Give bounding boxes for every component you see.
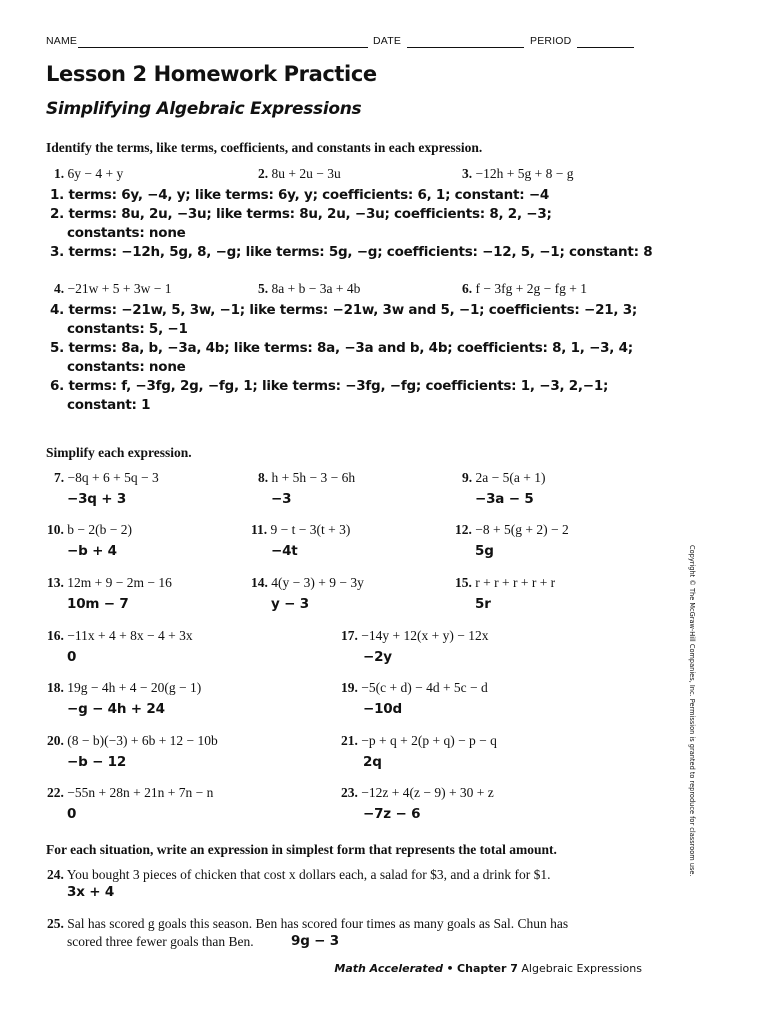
- name-blank[interactable]: [78, 47, 368, 48]
- answer-5-cont: constants: none: [67, 359, 186, 375]
- problem-17: 17. −14y + 12(x + y) − 12x: [341, 628, 489, 643]
- answer-12: 5g: [475, 543, 494, 559]
- instruction-simplify: Simplify each expression.: [46, 445, 192, 460]
- answer-20: −b − 12: [67, 754, 127, 770]
- problem-20: 20. (8 − b)(−3) + 6b + 12 − 10b: [47, 733, 218, 748]
- answer-2: 2. terms: 8u, 2u, −3u; like terms: 8u, 2u, −3u; coefficients: 8, 2, −3;: [50, 206, 552, 222]
- answer-21: 2q: [363, 754, 382, 770]
- answer-23: −7z − 6: [363, 806, 421, 822]
- date-blank[interactable]: [407, 47, 524, 48]
- problem-6: 6. f − 3fg + 2g − fg + 1: [462, 281, 587, 296]
- answer-17: −2y: [363, 649, 392, 665]
- footer-topic: Algebraic Expressions: [521, 962, 642, 975]
- period-label: PERIOD: [530, 35, 572, 47]
- answer-8: −3: [271, 491, 292, 507]
- date-label: DATE: [373, 35, 402, 47]
- problem-19: 19. −5(c + d) − 4d + 5c − d: [341, 680, 488, 695]
- answer-7: −3q + 3: [67, 491, 127, 507]
- answer-16: 0: [67, 649, 77, 665]
- answers-1-3: [50, 186, 690, 262]
- instruction-identify: Identify the terms, like terms, coefficients, and constants in each expression.: [46, 140, 483, 155]
- page-title: Lesson 2 Homework Practice: [46, 62, 377, 86]
- footer-course: Math Accelerated: [334, 962, 444, 975]
- answer-10: −b + 4: [67, 543, 117, 559]
- problem-2: 2. 8u + 2u − 3u: [258, 166, 341, 181]
- answer-1: 1. terms: 6y, −4, y; like terms: 6y, y; coefficients: 6, 1; constant: −4: [50, 187, 550, 203]
- answer-6: 6. terms: f, −3fg, 2g, −fg, 1; like terms: −3fg, −fg; coefficients: 1, −3, 2,−1;: [50, 378, 609, 394]
- answer-11: −4t: [271, 543, 298, 559]
- problem-12: 12. −8 + 5(g + 2) − 2: [455, 522, 569, 537]
- problem-8: 8. h + 5h − 3 − 6h: [258, 470, 356, 485]
- answer-4-cont: constants: 5, −1: [67, 321, 188, 337]
- footer-bullet: •: [446, 962, 454, 975]
- instruction-situation: For each situation, write an expression in simplest form that represents the total amount.: [46, 842, 557, 857]
- problem-25: 25. Sal has scored g goals this season. Ben has scored four times as many goals as Sal. Chun has: [47, 916, 569, 931]
- problem-4: 4. −21w + 5 + 3w − 1: [54, 281, 172, 296]
- problem-15: 15. r + r + r + r + r: [455, 575, 556, 590]
- problem-1: 1. 6y − 4 + y: [54, 166, 124, 181]
- answer-5: 5. terms: 8a, b, −3a, 4b; like terms: 8a, −3a and b, 4b; coefficients: 8, 1, −3, 4;: [50, 340, 633, 356]
- problem-23: 23. −12z + 4(z − 9) + 30 + z: [341, 785, 494, 800]
- answers-4-6: [50, 301, 690, 415]
- answer-24: 3x + 4: [67, 884, 115, 900]
- problem-13: 13. 12m + 9 − 2m − 16: [47, 575, 172, 590]
- answer-9: −3a − 5: [475, 491, 534, 507]
- answer-25: 9g − 3: [291, 933, 339, 949]
- problem-9: 9. 2a − 5(a + 1): [462, 470, 546, 485]
- problem-7: 7. −8q + 6 + 5q − 3: [54, 470, 159, 485]
- problem-16: 16. −11x + 4 + 8x − 4 + 3x: [47, 628, 193, 643]
- problem-10: 10. b − 2(b − 2): [47, 522, 132, 537]
- problem-18: 18. 19g − 4h + 4 − 20(g − 1): [47, 680, 202, 695]
- answer-6-cont: constant: 1: [67, 397, 151, 413]
- answer-19: −10d: [363, 701, 402, 717]
- answer-3: 3. terms: −12h, 5g, 8, −g; like terms: 5g, −g; coefficients: −12, 5, −1; constant: 8: [50, 244, 653, 260]
- problem-5: 5. 8a + b − 3a + 4b: [258, 281, 361, 296]
- problem-22: 22. −55n + 28n + 21n + 7n − n: [47, 785, 214, 800]
- name-label: NAME: [46, 35, 78, 47]
- answer-2-cont: constants: none: [67, 225, 186, 241]
- footer-chapter: Chapter 7: [457, 962, 518, 975]
- answer-15: 5r: [475, 596, 491, 612]
- answer-22: 0: [67, 806, 77, 822]
- problem-21: 21. −p + q + 2(p + q) − p − q: [341, 733, 497, 748]
- problem-11: 11. 9 − t − 3(t + 3): [251, 522, 351, 537]
- problem-14: 14. 4(y − 3) + 9 − 3y: [251, 575, 364, 590]
- answer-4: 4. terms: −21w, 5, 3w, −1; like terms: −21w, 3w and 5, −1; coefficients: −21, 3;: [50, 302, 637, 318]
- problem-24: 24. You bought 3 pieces of chicken that cost x dollars each, a salad for $3, and a drink for $1.: [47, 867, 551, 882]
- period-blank[interactable]: [577, 47, 634, 48]
- problem-3: 3. −12h + 5g + 8 − g: [462, 166, 574, 181]
- answer-18: −g − 4h + 24: [67, 701, 165, 717]
- page-footer: [334, 962, 642, 975]
- page-subtitle: Simplifying Algebraic Expressions: [46, 99, 362, 119]
- answer-13: 10m − 7: [67, 596, 129, 612]
- copyright-note: Copyright © The McGraw-Hill Companies, Inc. Permission is granted to reproduce for classroom use.: [688, 545, 696, 877]
- answer-14: y − 3: [271, 596, 309, 612]
- problem-25-line2: scored three fewer goals than Ben.: [67, 934, 254, 949]
